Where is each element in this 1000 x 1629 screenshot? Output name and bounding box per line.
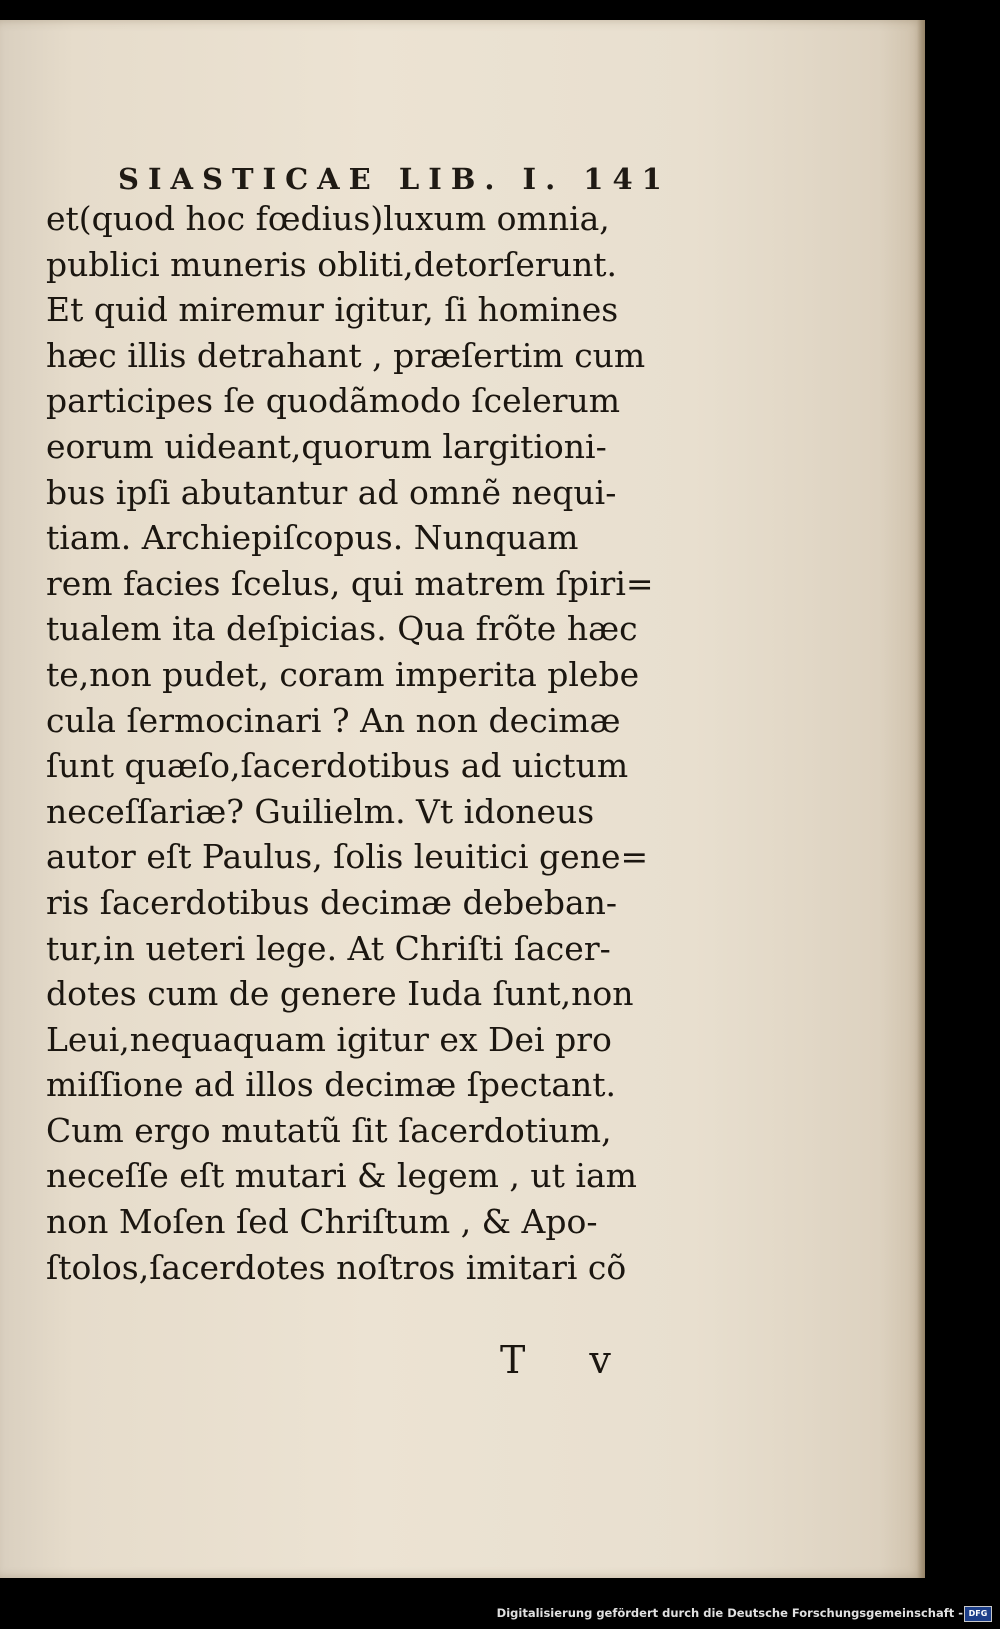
- text-line: miſſione ad illos decimæ ſpectant.: [46, 1065, 616, 1105]
- text-line: tiam. Archiepiſcopus. Nunquam: [46, 518, 579, 558]
- text-line: tualem ita deſpicias. Qua frõte hæc: [46, 609, 638, 649]
- body-text: [46, 196, 686, 1290]
- text-line: ſtolos,ſacerdotes noſtros imitari cõ: [46, 1247, 627, 1287]
- text-line: rem facies ſcelus, qui matrem ſpiri=: [46, 563, 654, 603]
- text-line: participes ſe quodãmodo ſcelerum: [46, 381, 621, 421]
- book-page: [0, 20, 925, 1578]
- text-line: te,non pudet, coram imperita plebe: [46, 654, 640, 694]
- text-line: neceſſe eſt mutari & legem , ut iam: [46, 1156, 637, 1196]
- text-line: Et quid miremur igitur, ſi homines: [46, 290, 619, 330]
- footer-bar: [0, 1600, 1000, 1629]
- text-line: tur,in ueteri lege. At Chriſti ſacer-: [46, 928, 611, 968]
- text-line: bus ipſi abutantur ad omnẽ nequi-: [46, 472, 617, 512]
- text-line: publici muneris obliti,detorſerunt.: [46, 244, 617, 284]
- text-line: autor eſt Paulus, ſolis leuitici gene=: [46, 837, 649, 877]
- dfg-logo-icon: DFG: [964, 1606, 992, 1622]
- text-line: Leui,nequaquam igitur ex Dei pro: [46, 1019, 612, 1059]
- text-line: cula ſermocinari ? An non decimæ: [46, 700, 621, 740]
- running-head: SIASTICAE LIB. I. 141: [118, 162, 671, 196]
- text-line: Cum ergo mutatũ ſit ſacerdotium,: [46, 1110, 612, 1150]
- text-line: non Moſen ſed Chriſtum , & Apo-: [46, 1202, 598, 1242]
- text-line: eorum uideant,quorum largitioni-: [46, 426, 607, 466]
- text-line: ris ſacerdotibus decimæ debeban-: [46, 882, 618, 922]
- signature-mark: T v: [500, 1338, 637, 1382]
- text-line: neceſſariæ? Guilielm. Vt idoneus: [46, 791, 595, 831]
- funding-credit: Digitalisierung gefördert durch die Deutsche Forschungsgemeinschaft -: [496, 1606, 963, 1620]
- text-line: et(quod hoc fœdius)luxum omnia,: [46, 199, 610, 238]
- text-line: dotes cum de genere Iuda ſunt,non: [46, 974, 634, 1014]
- text-line: hæc illis detrahant , præſertim cum: [46, 335, 646, 375]
- text-line: ſunt quæſo,ſacerdotibus ad uictum: [46, 746, 629, 786]
